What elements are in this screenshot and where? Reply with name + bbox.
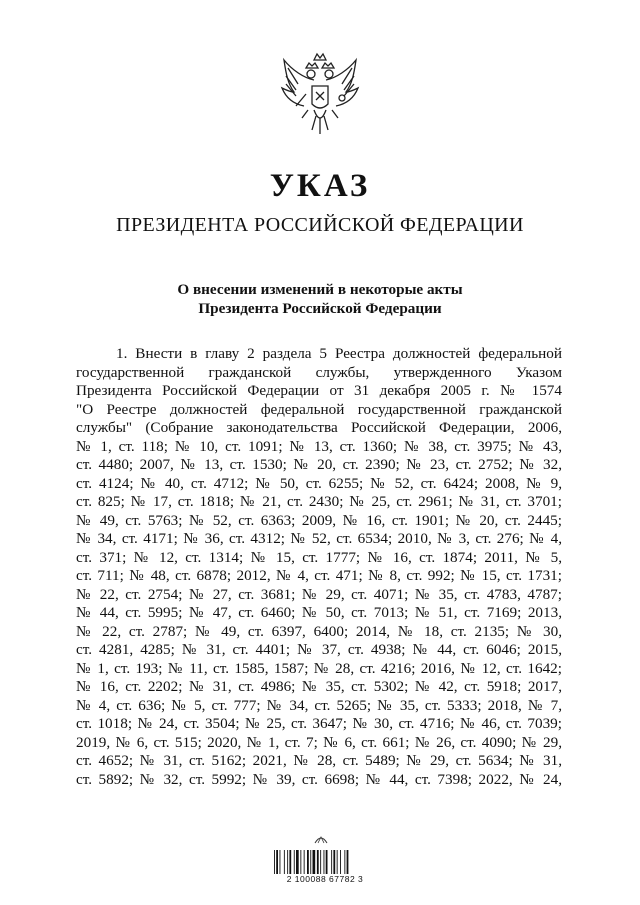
barcode-bar	[333, 850, 335, 874]
document-heading	[0, 280, 640, 318]
body-line: ст. 711; № 48, ст. 6878; 2012, № 4, ст. 471; № 8, ст. 992; № 15, ст. 1731;	[76, 567, 562, 584]
body-line: ст. 371; № 12, ст. 1314; № 15, ст. 1777; № 16, ст. 1874; 2011, № 5,	[76, 548, 562, 566]
document-subtitle: ПРЕЗИДЕНТА РОССИЙСКОЙ ФЕДЕРАЦИИ	[116, 214, 524, 236]
body-line: № 4, ст. 636; № 5, ст. 777; № 34, ст. 5265; № 35, ст. 5333; 2018, № 7,	[76, 696, 562, 714]
barcode-bar	[287, 850, 288, 874]
barcode-bar	[331, 850, 332, 874]
body-line: ст. 4652; № 31, ст. 5162; 2021, № 28, ст. 5489; № 29, ст. 5634; № 31,	[76, 752, 562, 769]
barcode-bar	[324, 850, 325, 874]
barcode-bar	[307, 850, 309, 874]
barcode-bar	[300, 850, 301, 874]
barcode-bar	[347, 850, 349, 874]
heading-line: Президента Российской Федерации	[198, 300, 442, 317]
barcode-bar	[274, 850, 275, 874]
body-line: 1. Внести в главу 2 раздела 5 Реестра должностей федеральной	[116, 345, 562, 362]
body-line: "О Реестре должностей федеральной государственной гражданской	[76, 400, 562, 418]
body-line: государственной гражданской службы, утвержденного Указом	[76, 363, 562, 381]
barcode-bar	[340, 850, 341, 874]
barcode-bar	[344, 850, 345, 874]
document-body	[76, 345, 562, 789]
body-line: ст. 825; № 17, ст. 1818; № 21, ст. 2430; № 25, ст. 2961; № 31, ст. 3701;	[76, 493, 562, 510]
body-line: ст. 4124; № 40, ст. 4712; № 50, ст. 6255; № 52, ст. 6424; 2008, № 9,	[76, 474, 562, 492]
printer-mark-icon	[313, 833, 329, 845]
body-line: Президента Российской Федерации от 31 декабря 2005 г. № 1574	[76, 382, 562, 399]
body-line: № 1, ст. 118; № 10, ст. 1091; № 13, ст. 1360; № 38, ст. 3975; № 43,	[76, 437, 562, 455]
heading-line: О внесении изменений в некоторые акты	[177, 281, 463, 298]
barcode-bar	[296, 850, 299, 874]
body-line: № 44, ст. 5995; № 47, ст. 6460; № 50, ст. 7013; № 51, ст. 7169; 2013,	[76, 604, 562, 621]
body-line: ст. 5892; № 32, ст. 5992; № 39, ст. 6698; № 44, ст. 7398; 2022, № 24,	[76, 770, 562, 788]
body-line: № 22, ст. 2787; № 49, ст. 6397, 6400; 2014, № 18, ст. 2135; № 30,	[76, 622, 562, 640]
barcode-bar	[317, 850, 319, 874]
document-title: УКАЗ	[269, 168, 371, 204]
body-line: службы" (Собрание законодательства Российской Федерации, 2006,	[76, 419, 562, 436]
body-line: № 49, ст. 5763; № 52, ст. 6363; 2009, № 16, ст. 1901; № 20, ст. 2445;	[76, 511, 562, 529]
barcode-bar	[320, 850, 321, 874]
body-line: № 16, ст. 2202; № 31, ст. 4986; № 35, ст. 5302; № 42, ст. 5918; 2017,	[76, 678, 562, 695]
body-line: ст. 1018; № 24, ст. 3504; № 25, ст. 3647; № 30, ст. 4716; № 46, ст. 7039;	[76, 715, 562, 732]
body-line: № 22, ст. 2754; № 27, ст. 3681; № 29, ст. 4071; № 35, ст. 4783, 4787;	[76, 585, 562, 603]
barcode	[274, 850, 374, 874]
barcode-bar	[310, 850, 311, 874]
barcode-bar	[294, 850, 295, 874]
body-line: № 1, ст. 193; № 11, ст. 1585, 1587; № 28, ст. 4216; 2016, № 12, ст. 1642;	[76, 659, 562, 677]
body-line: ст. 4480; 2007, № 13, ст. 1530; № 20, ст. 2390; № 23, ст. 2752; № 32,	[76, 456, 562, 473]
body-line: 2019, № 6, ст. 515; 2020, № 1, ст. 7; № 6, ст. 661; № 26, ст. 4090; № 29,	[76, 733, 562, 751]
barcode-bar	[304, 850, 305, 874]
barcode-bar	[280, 850, 281, 874]
barcode-bar	[326, 850, 328, 874]
barcode-bar	[284, 850, 285, 874]
body-line: № 34, ст. 4171; № 36, ст. 4312; № 52, ст. 6534; 2010, № 3, ст. 276; № 4,	[76, 530, 562, 547]
state-emblem-icon	[276, 50, 364, 146]
barcode-bar	[337, 850, 338, 874]
barcode-bar	[313, 850, 316, 874]
barcode-number: 2 100088 67782 3	[286, 874, 364, 884]
body-line: ст. 4281, 4285; № 31, ст. 4401; № 37, ст. 4938; № 44, ст. 6046; 2015,	[76, 641, 562, 658]
barcode-bar	[289, 850, 291, 874]
barcode-bar	[276, 850, 278, 874]
